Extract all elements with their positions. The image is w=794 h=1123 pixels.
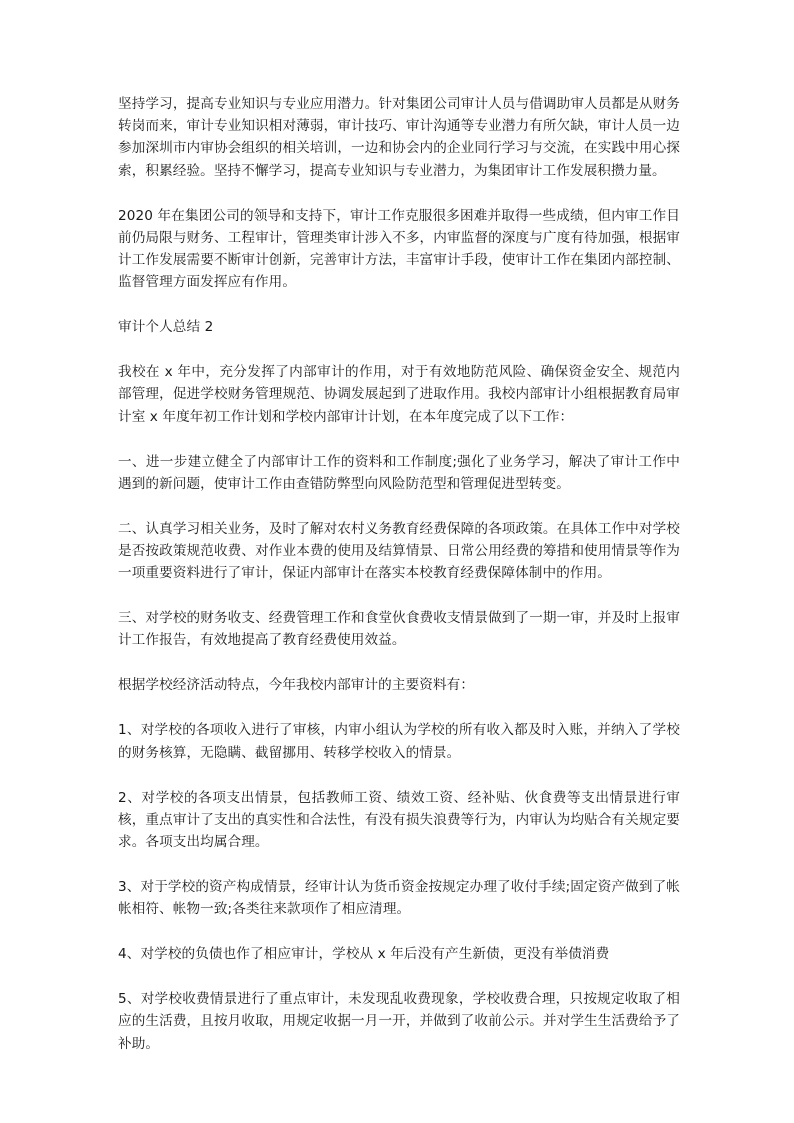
paragraph-item-two: 二、认真学习相关业务，及时了解对农村义务教育经费保障的各项政策。在具体工作中对学校是否按政策规范收费、对作业本费的使用及结算情景、日常公用经费的筹措和使用情景等作为一项重要资料进行了审计，保证内部审计在落实本校教育经费保障体制中的作用。 (118, 520, 680, 582)
paragraph-point-2: 2、对学校的各项支出情景，包括教师工资、绩效工资、经补贴、伙食费等支出情景进行审核，重点审计了支出的真实性和合法性，有没有损失浪费等行为，内审认为均贴合有关规定要求。各项支出均属合理。 (118, 789, 680, 851)
section-heading: 审计个人总结 2 (118, 319, 214, 336)
paragraph-item-three: 三、对学校的财务收支、经费管理工作和食堂伙食费收支情景做到了一期一审，并及时上报审计工作报告，有效地提高了教育经费使用效益。 (118, 610, 680, 649)
paragraph-intro: 我校在 x 年中，充分发挥了内部审计的作用，对于有效地防范风险、确保资金安全、规范内部管理，促进学校财务管理规范、协调发展起到了进取作用。我校内部审计小组根据教育局审计室 x 年度年初工作计划和学校内部审计计划，在本年度完成了以下工作： (118, 364, 680, 425)
paragraph-point-3: 3、对于学校的资产构成情景，经审计认为货币资金按规定办理了收付手续;固定资产做到了帐帐相符、帐物一致;各类往来款项作了相应清理。 (118, 879, 680, 918)
paragraph-point-1: 1、对学校的各项收入进行了审核，内审小组认为学校的所有收入都及时入账，并纳入了学校的财务核算，无隐瞒、截留挪用、转移学校收入的情景。 (118, 722, 680, 761)
paragraph-point-5: 5、对学校收费情景进行了重点审计，未发现乱收费现象，学校收费合理，只按规定收取了相应的生活费，且按月收取，用规定收据一月一开，并做到了收前公示。并对学生生活费给予了补助。 (118, 991, 680, 1052)
paragraph-item-one: 一、进一步建立健全了内部审计工作的资料和工作制度;强化了业务学习，解决了审计工作中遇到的新问题，使审计工作由查错防弊型向风险防范型和管理促进型转变。 (118, 453, 680, 492)
paragraph-2020-summary: 2020 年在集团公司的领导和支持下，审计工作克服很多困难并取得一些成绩，但内审工作目前仍局限与财务、工程审计，管理类审计涉入不多，内审监督的深度与广度有待加强，根据审计工作发展需要不断审计创新，完善审计方法，丰富审计手段，使审计工作在集团内部控制、监督管理方面发挥应有作用。 (118, 207, 680, 291)
paragraph-study: 坚持学习，提高专业知识与专业应用潜力。针对集团公司审计人员与借调助审人员都是从财务转岗而来，审计专业知识相对薄弱，审计技巧、审计沟通等专业潜力有所欠缺，审计人员一边参加深圳市内审协会组织的相关培训，一边和协会内的企业同行学习与交流，在实践中用心探索，积累经验。坚持不懈学习，提高专业知识与专业潜力，为集团审计工作发展积攒力量。 (118, 96, 680, 179)
document-page (118, 93, 680, 1078)
paragraph-main-content: 根据学校经济活动特点，今年我校内部审计的主要资料有： (118, 677, 475, 694)
paragraph-point-4: 4、对学校的负债也作了相应审计，学校从 x 年后没有产生新债，更没有举债消费 (118, 946, 610, 963)
